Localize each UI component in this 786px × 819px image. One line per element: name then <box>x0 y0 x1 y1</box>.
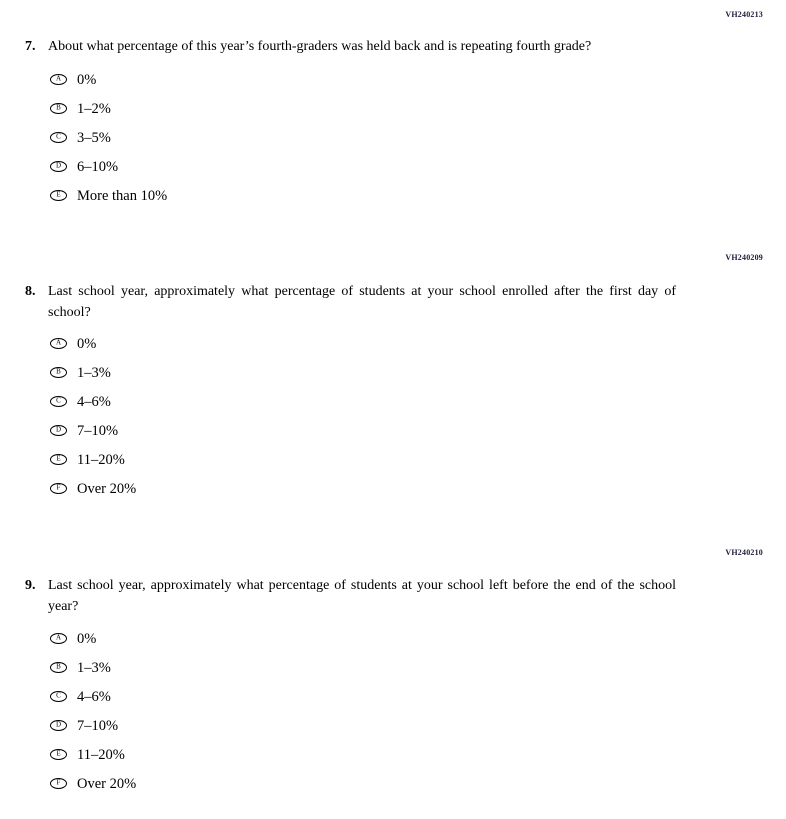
bubble-letter: C <box>56 396 61 405</box>
bubble-letter: C <box>56 691 61 700</box>
bubble-letter: A <box>55 338 62 347</box>
answer-bubble-icon[interactable] <box>50 103 67 114</box>
answer-options <box>0 624 786 798</box>
answer-options <box>0 65 786 210</box>
question-text: Last school year, approximately what percentage of students at your school left before the end of the school year? <box>48 578 676 614</box>
option-row <box>50 65 786 94</box>
bubble-letter: B <box>56 662 61 671</box>
bubble-letter: F <box>56 778 61 787</box>
answer-bubble-icon[interactable] <box>50 483 67 494</box>
option-label: 4–6% <box>77 688 111 705</box>
option-row <box>50 387 786 416</box>
answer-bubble-icon[interactable] <box>50 633 67 644</box>
question-8-block <box>0 253 786 503</box>
answer-bubble-icon[interactable] <box>50 778 67 789</box>
option-row <box>50 624 786 653</box>
option-row <box>50 653 786 682</box>
answer-bubble-icon[interactable] <box>50 749 67 760</box>
answer-bubble-icon[interactable] <box>50 454 67 465</box>
option-row <box>50 181 786 210</box>
answer-bubble-icon[interactable] <box>50 190 67 201</box>
question-9-block <box>0 548 786 798</box>
bubble-letter: E <box>56 454 61 463</box>
option-label: Over 20% <box>77 480 137 497</box>
question-number: 7. <box>25 39 36 54</box>
option-row <box>50 329 786 358</box>
bubble-letter: A <box>55 74 62 83</box>
answer-bubble-icon[interactable] <box>50 720 67 731</box>
option-label: 1–3% <box>77 364 111 381</box>
answer-bubble-icon[interactable] <box>50 425 67 436</box>
option-label: 0% <box>77 630 97 647</box>
bubble-letter: E <box>56 749 61 758</box>
answer-options <box>0 329 786 503</box>
option-label: 6–10% <box>77 158 119 175</box>
question-row <box>0 575 786 617</box>
option-row <box>50 474 786 503</box>
option-row <box>50 358 786 387</box>
question-number: 9. <box>25 578 36 593</box>
option-label: 3–5% <box>77 129 111 146</box>
answer-bubble-icon[interactable] <box>50 662 67 673</box>
answer-bubble-icon[interactable] <box>50 74 67 85</box>
bubble-letter: E <box>56 190 61 199</box>
option-row <box>50 740 786 769</box>
answer-bubble-icon[interactable] <box>50 691 67 702</box>
option-row <box>50 123 786 152</box>
option-row <box>50 152 786 181</box>
bubble-letter: D <box>55 425 62 434</box>
option-label: 0% <box>77 71 97 88</box>
bubble-letter: B <box>56 103 61 112</box>
bubble-letter: C <box>56 132 61 141</box>
question-row <box>0 36 786 57</box>
option-label: Over 20% <box>77 775 137 792</box>
option-label: 1–2% <box>77 100 111 117</box>
question-number: 8. <box>25 284 36 299</box>
answer-bubble-icon[interactable] <box>50 132 67 143</box>
item-code: VH240209 <box>725 253 763 262</box>
option-row <box>50 769 786 798</box>
option-row <box>50 682 786 711</box>
question-text: Last school year, approximately what percentage of students at your school enrolled after the first day of school? <box>48 284 676 320</box>
answer-bubble-icon[interactable] <box>50 367 67 378</box>
option-row <box>50 416 786 445</box>
answer-bubble-icon[interactable] <box>50 396 67 407</box>
option-label: 7–10% <box>77 717 119 734</box>
option-label: 4–6% <box>77 393 111 410</box>
option-label: More than 10% <box>77 187 168 204</box>
answer-bubble-icon[interactable] <box>50 338 67 349</box>
question-row <box>0 281 786 323</box>
bubble-letter: F <box>56 483 61 492</box>
option-label: 7–10% <box>77 422 119 439</box>
bubble-letter: D <box>55 720 62 729</box>
bubble-letter: D <box>55 161 62 170</box>
option-row <box>50 445 786 474</box>
question-7-block <box>0 10 786 210</box>
answer-bubble-icon[interactable] <box>50 161 67 172</box>
questionnaire-page <box>0 10 786 798</box>
option-label: 11–20% <box>77 746 125 763</box>
option-label: 11–20% <box>77 451 125 468</box>
bubble-letter: B <box>56 367 61 376</box>
item-code: VH240213 <box>725 10 763 19</box>
option-row <box>50 711 786 740</box>
item-code: VH240210 <box>725 548 763 557</box>
bubble-letter: A <box>55 633 62 642</box>
option-label: 1–3% <box>77 659 111 676</box>
question-text: About what percentage of this year’s fourth-graders was held back and is repeating fourth grade? <box>48 39 592 54</box>
option-label: 0% <box>77 335 97 352</box>
option-row <box>50 94 786 123</box>
